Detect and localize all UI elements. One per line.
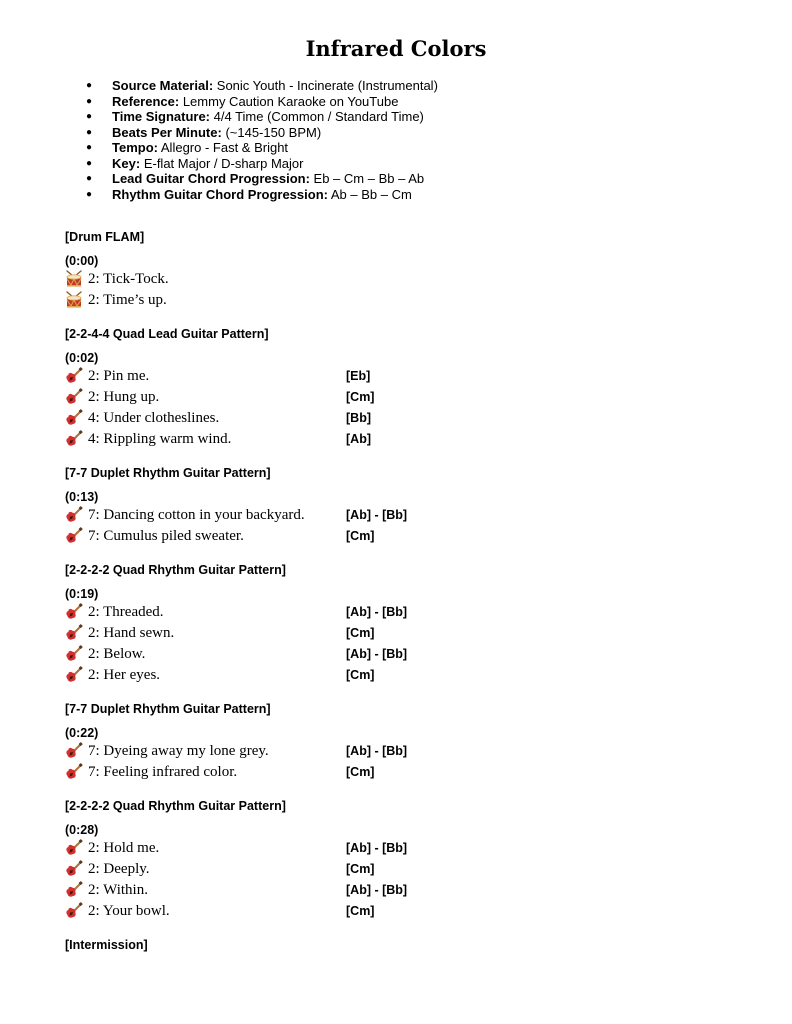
lyric-line [65, 901, 745, 922]
guitar-icon [65, 881, 83, 899]
lyric-line [65, 505, 745, 526]
info-tempo [86, 140, 438, 156]
document-title: Infrared Colors [305, 36, 487, 61]
guitar-icon [65, 666, 83, 684]
info-time-signature [86, 109, 438, 125]
section-timestamp: (0:00) [65, 254, 99, 268]
guitar-icon [65, 506, 83, 524]
lyric-line [65, 408, 745, 429]
lyric-line [65, 290, 745, 311]
lyric-text: 2: Hold me. [88, 840, 160, 856]
guitar-icon [65, 763, 83, 781]
lyric-line [65, 366, 745, 387]
lyric-line [65, 880, 745, 901]
info-value: Ab – Bb – Cm [330, 186, 412, 202]
lyric-text: 2: Tick-Tock. [88, 271, 169, 287]
song-section [65, 229, 745, 311]
lyric-line [65, 838, 745, 859]
lyric-line [65, 665, 745, 686]
song-section [65, 937, 745, 953]
section-heading: [7-7 Duplet Rhythm Guitar Pattern] [65, 466, 271, 480]
info-label: Lead Guitar Chord Progression: [112, 171, 310, 186]
chord-label: [Ab] - [Bb] [346, 841, 408, 855]
info-label: Time Signature: [112, 109, 211, 124]
lyric-line [65, 526, 745, 547]
drum-icon [65, 270, 83, 288]
guitar-icon [65, 645, 83, 663]
lyric-text: 2: Hung up. [88, 389, 160, 405]
section-timestamp: (0:22) [65, 726, 99, 740]
song-section [65, 701, 745, 783]
song-sections [65, 229, 745, 968]
section-timestamp: (0:02) [65, 351, 99, 365]
info-bpm [86, 125, 438, 141]
lyric-text: 2: Threaded. [88, 604, 164, 620]
info-rhythm-progression [86, 187, 438, 203]
info-value: E-flat Major / D-sharp Major [143, 155, 304, 171]
song-section [65, 562, 745, 686]
chord-label: [Cm] [346, 626, 375, 640]
section-heading: [Drum FLAM] [65, 230, 145, 244]
lyric-text: 7: Dancing cotton in your backyard. [88, 507, 305, 523]
info-lead-progression [86, 171, 438, 187]
info-label: Tempo: [112, 140, 158, 155]
guitar-icon [65, 388, 83, 406]
guitar-icon [65, 839, 83, 857]
lyric-text: 2: Below. [88, 646, 146, 662]
guitar-icon [65, 367, 83, 385]
section-heading: [2-2-2-2 Quad Rhythm Guitar Pattern] [65, 799, 286, 813]
info-value: Lemmy Caution Karaoke on YouTube [182, 93, 399, 109]
lyric-line [65, 429, 745, 450]
chord-label: [Cm] [346, 904, 375, 918]
lyric-line [65, 387, 745, 408]
section-timestamp: (0:28) [65, 823, 99, 837]
info-value: Allegro - Fast & Bright [160, 140, 289, 155]
chord-label: [Eb] [346, 369, 371, 383]
guitar-icon [65, 902, 83, 920]
chord-label: [Bb] [346, 411, 371, 425]
chord-label: [Ab] - [Bb] [346, 508, 408, 522]
guitar-icon [65, 527, 83, 545]
lyric-text: 7: Feeling infrared color. [88, 764, 238, 780]
info-value: 4/4 Time (Common / Standard Time) [213, 109, 424, 124]
chord-label: [Ab] - [Bb] [346, 744, 408, 758]
guitar-icon [65, 860, 83, 878]
lyric-line [65, 269, 745, 290]
info-label: Rhythm Guitar Chord Progression: [112, 186, 328, 202]
lyric-text: 2: Time’s up. [88, 292, 167, 308]
song-info-list [86, 78, 438, 202]
guitar-icon [65, 603, 83, 621]
guitar-icon [65, 409, 83, 427]
info-label: Beats Per Minute: [112, 124, 222, 140]
info-label: Source Material: [112, 78, 214, 93]
chord-label: [Cm] [346, 390, 375, 404]
lyric-line [65, 741, 745, 762]
chord-label: [Cm] [346, 529, 375, 543]
chord-label: [Ab] - [Bb] [346, 883, 408, 897]
lyric-text: 2: Within. [88, 882, 148, 898]
song-section [65, 326, 745, 450]
lyric-text: 2: Her eyes. [88, 667, 161, 683]
song-section [65, 798, 745, 922]
section-timestamp: (0:19) [65, 587, 99, 601]
lyric-line [65, 762, 745, 783]
lyric-line [65, 644, 745, 665]
section-heading: [Intermission] [65, 938, 148, 952]
info-key [86, 156, 438, 172]
drum-icon [65, 291, 83, 309]
lyric-text: 4: Rippling warm wind. [88, 431, 232, 447]
lyric-text: 7: Cumulus piled sweater. [88, 528, 244, 544]
chord-label: [Ab] - [Bb] [346, 605, 408, 619]
guitar-icon [65, 624, 83, 642]
lyric-text: 2: Hand sewn. [88, 625, 175, 641]
lyric-line [65, 623, 745, 644]
info-reference [86, 94, 438, 110]
lyric-text: 7: Dyeing away my lone grey. [88, 743, 269, 759]
chord-label: [Cm] [346, 862, 375, 876]
lyric-text: 2: Your bowl. [88, 903, 170, 919]
section-heading: [2-2-2-2 Quad Rhythm Guitar Pattern] [65, 563, 286, 577]
guitar-icon [65, 430, 83, 448]
info-source [86, 78, 438, 94]
chord-label: [Ab] - [Bb] [346, 647, 408, 661]
info-label: Key: [112, 155, 141, 171]
chord-label: [Cm] [346, 668, 375, 682]
info-value: Eb – Cm – Bb – Ab [313, 171, 425, 186]
chord-label: [Cm] [346, 765, 375, 779]
info-value: (~145-150 BPM) [225, 124, 322, 140]
section-heading: [7-7 Duplet Rhythm Guitar Pattern] [65, 702, 271, 716]
song-section [65, 465, 745, 547]
info-value: Sonic Youth - Incinerate (Instrumental) [216, 78, 438, 93]
lyric-line [65, 602, 745, 623]
guitar-icon [65, 742, 83, 760]
section-timestamp: (0:13) [65, 490, 99, 504]
lyric-text: 2: Pin me. [88, 368, 150, 384]
section-heading: [2-2-4-4 Quad Lead Guitar Pattern] [65, 327, 269, 341]
info-label: Reference: [112, 93, 180, 109]
lyric-line [65, 859, 745, 880]
chord-label: [Ab] [346, 432, 371, 446]
lyric-text: 2: Deeply. [88, 861, 150, 877]
lyric-text: 4: Under clotheslines. [88, 410, 220, 426]
